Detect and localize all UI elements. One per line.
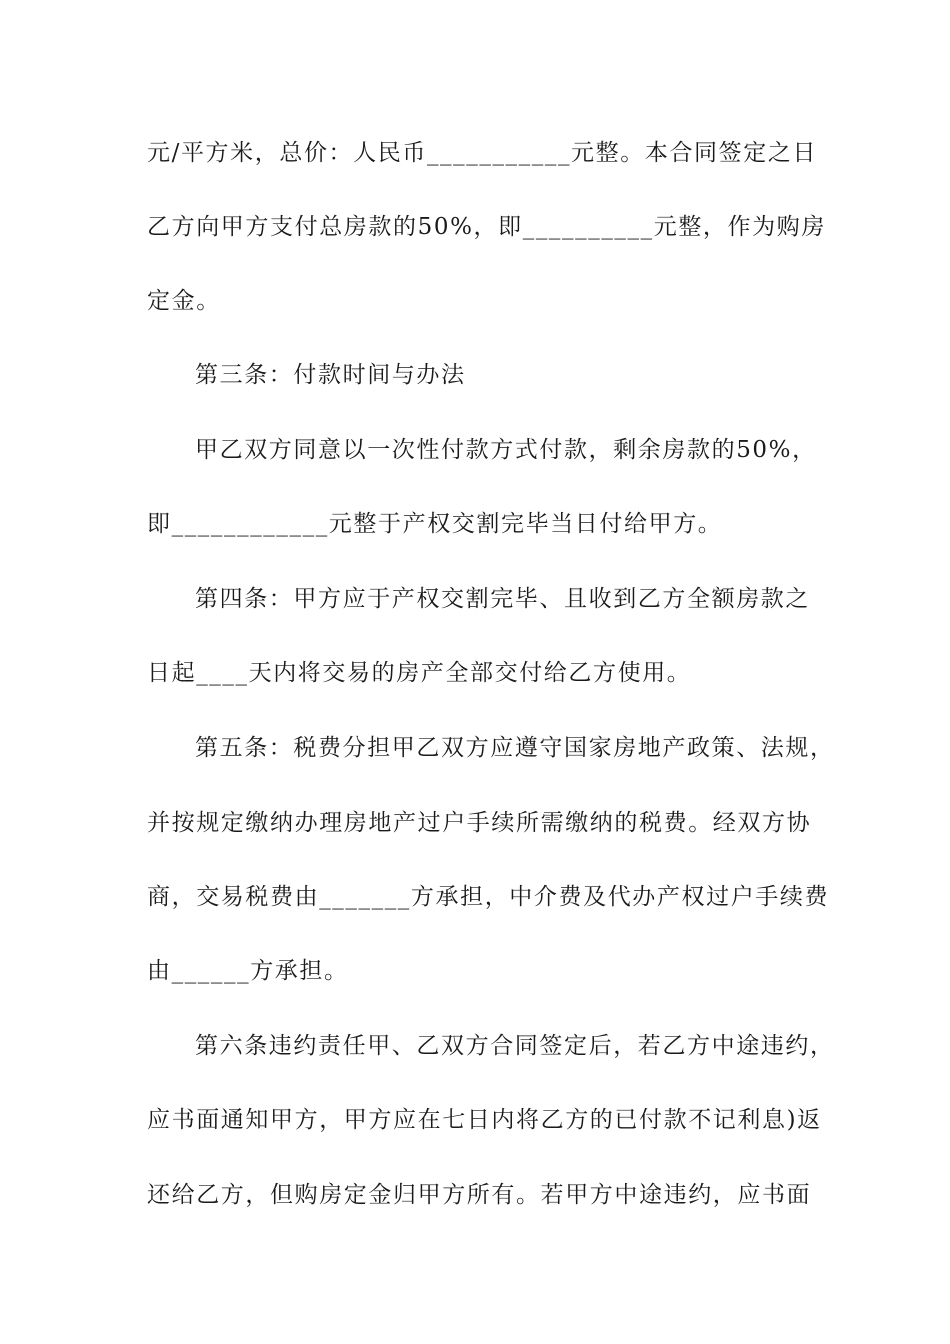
- article-heading: 第三条：付款时间与办法: [195, 362, 466, 388]
- text-line: 日起____天内将交易的房产全部交付给乙方使用。: [147, 660, 692, 686]
- text-line: 元/平方米，总价：人民币___________元整。本合同签定之日: [147, 140, 818, 166]
- article-heading: 第六条违约责任甲、乙双方合同签定后，若乙方中途违约，: [195, 1033, 835, 1059]
- text-line: 由______方承担。: [147, 958, 349, 984]
- text-line: 商，交易税费由_______方承担，中介费及代办产权过户手续费: [147, 884, 830, 910]
- text-line: 还给乙方，但购房定金归甲方所有。若甲方中途违约，应书面: [147, 1182, 812, 1208]
- article-heading: 第四条：甲方应于产权交割完毕、且收到乙方全额房款之: [195, 586, 810, 612]
- text-line: 乙方向甲方支付总房款的50%，即__________元整，作为购房: [147, 214, 826, 240]
- text-line: 即____________元整于产权交割完毕当日付给甲方。: [147, 511, 723, 537]
- text-line: 甲乙双方同意以一次性付款方式付款，剩余房款的50%，: [195, 437, 817, 463]
- text-line: 并按规定缴纳办理房地产过户手续所需缴纳的税费。经双方协: [147, 810, 812, 836]
- article-heading: 第五条：税费分担甲乙双方应遵守国家房地产政策、法规，: [195, 735, 835, 761]
- text-line: 定金。: [147, 288, 221, 314]
- text-line: 应书面通知甲方，甲方应在七日内将乙方的已付款不记利息)返: [147, 1107, 822, 1133]
